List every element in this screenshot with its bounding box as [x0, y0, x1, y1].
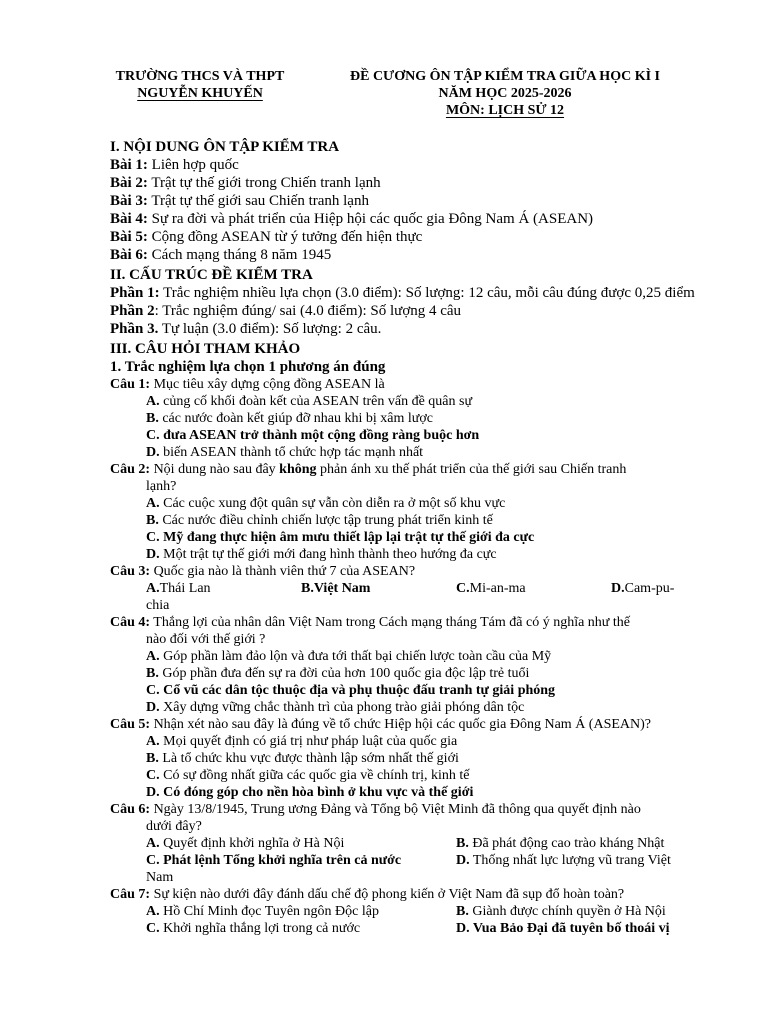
- option-row: [110, 835, 710, 852]
- option-a: A. củng cố khối đoàn kết của ASEAN trên vấn đề quân sự: [146, 394, 473, 409]
- school-year: NĂM HỌC 2025-2026: [438, 86, 572, 101]
- section-heading-questions: III. CÂU HỎI THAM KHẢO: [110, 341, 301, 357]
- option-c-correct: C. đưa ASEAN trở thành một cộng đồng ràng buộc hơn: [146, 428, 480, 443]
- option-a: A. Góp phần làm đảo lộn và đưa tới thất bại chiến lược toàn cầu của Mỹ: [146, 649, 552, 664]
- lesson-item: Bài 5: Cộng đồng ASEAN từ ý tưởng đến hiện thực: [110, 229, 423, 245]
- option-d: D. Một trật tự thế giới mới đang hình thành theo hướng đa cực: [146, 547, 497, 562]
- option-row: [110, 852, 710, 869]
- option-c: C. Khởi nghĩa thắng lợi trong cả nước: [146, 921, 361, 936]
- question-4-continuation: nào đối với thế giới ?: [146, 632, 266, 647]
- option-d-continuation: chia: [146, 598, 170, 613]
- option-b: B. Các nước điều chỉnh chiến lược tập trung phát triển kinh tế: [146, 513, 493, 528]
- option-d-correct: D. Vua Bảo Đại đã tuyên bố thoái vị: [456, 921, 670, 936]
- document-title: ĐỀ CƯƠNG ÔN TẬP KIỂM TRA GIỮA HỌC KÌ I: [350, 69, 660, 84]
- option-c: C. Có sự đồng nhất giữa các quốc gia về chính trị, kinh tế: [146, 768, 470, 783]
- option-b: B. các nước đoàn kết giúp đỡ nhau khi bị xâm lược: [146, 411, 433, 426]
- option-a: A. Quyết định khởi nghĩa ở Hà Nội: [146, 836, 345, 851]
- question-6-continuation: dưới đây?: [146, 819, 202, 834]
- option-d-correct: D. Có đóng góp cho nền hòa bình ở khu vực và thế giới: [146, 785, 474, 800]
- subject-label: MÔN: LỊCH SỬ 12: [445, 103, 565, 118]
- exam-header: [325, 68, 685, 119]
- exam-part: Phần 1: Trắc nghiệm nhiều lựa chọn (3.0 điểm): Số lượng: 12 câu, mỗi câu đúng được 0,25 điểm: [110, 285, 695, 301]
- option-c-correct: C. Phát lệnh Tổng khởi nghĩa trên cả nước: [146, 853, 402, 868]
- option-a: A. Các cuộc xung đột quân sự vẫn còn diễn ra ở một số khu vực: [146, 496, 506, 511]
- question-3: Câu 3: Quốc gia nào là thành viên thứ 7 của ASEAN?: [110, 564, 416, 579]
- exam-part: Phần 2: Trắc nghiệm đúng/ sai (4.0 điểm): Số lượng 4 câu: [110, 303, 462, 319]
- option-a: A. Hồ Chí Minh đọc Tuyên ngôn Độc lập: [146, 904, 379, 919]
- option-a: A. Mọi quyết định có giá trị như pháp luật của quốc gia: [146, 734, 458, 749]
- option-row: [110, 920, 710, 937]
- question-7: Câu 7: Sự kiện nào dưới đây đánh dấu chế độ phong kiến ở Việt Nam đã sụp đổ hoàn toàn?: [110, 887, 625, 902]
- lesson-item: Bài 4: Sự ra đời và phát triển của Hiệp hội các quốc gia Đông Nam Á (ASEAN): [110, 211, 594, 227]
- exam-part: Phần 3. Tự luận (3.0 điểm): Số lượng: 2 câu.: [110, 321, 382, 337]
- question-2: Câu 2: Nội dung nào sau đây không phản ánh xu thế phát triển của thế giới sau Chiến tranh: [110, 462, 627, 477]
- option-b: B. Giành được chính quyền ở Hà Nội: [456, 904, 666, 919]
- question-2-continuation: lạnh?: [146, 479, 177, 494]
- option-b: B. Là tổ chức khu vực được thành lập sớm nhất thế giới: [146, 751, 459, 766]
- option-c-correct: C. Cổ vũ các dân tộc thuộc địa và phụ thuộc đấu tranh tự giải phóng: [146, 683, 556, 698]
- question-5: Câu 5: Nhận xét nào sau đây là đúng về tổ chức Hiệp hội các quốc gia Đông Nam Á (ASEAN)?: [110, 717, 652, 732]
- question-group-title: 1. Trắc nghiệm lựa chọn 1 phương án đúng: [110, 359, 386, 375]
- option-b-correct: B.Việt Nam: [301, 581, 371, 596]
- section-heading-structure: II. CẤU TRÚC ĐỀ KIỂM TRA: [110, 267, 313, 283]
- option-row: [110, 903, 710, 920]
- school-header: [100, 68, 300, 102]
- section-heading-content: I. NỘI DUNG ÔN TẬP KIỂM TRA: [110, 139, 340, 155]
- option-a: A.Thái Lan: [146, 581, 211, 596]
- option-d: D. Xây dựng vững chắc thành trì của phong trào giải phóng dân tộc: [146, 700, 525, 715]
- lesson-item: Bài 3: Trật tự thế giới sau Chiến tranh lạnh: [110, 193, 369, 209]
- lesson-item: Bài 1: Liên hợp quốc: [110, 157, 239, 173]
- question-1: Câu 1: Mục tiêu xây dựng cộng đồng ASEAN là: [110, 377, 385, 392]
- option-c-correct: C. Mỹ đang thực hiện âm mưu thiết lập lại trật tự thế giới đa cực: [146, 530, 535, 545]
- document-body: [110, 136, 710, 937]
- option-d-continuation: Nam: [146, 870, 174, 885]
- school-name-line2: NGUYỄN KHUYẾN: [137, 86, 263, 101]
- question-4: Câu 4: Thắng lợi của nhân dân Việt Nam trong Cách mạng tháng Tám đã có ý nghĩa như thế: [110, 615, 630, 630]
- lesson-item: Bài 2: Trật tự thế giới trong Chiến tranh lạnh: [110, 175, 381, 191]
- option-row: [110, 580, 710, 597]
- question-6: Câu 6: Ngày 13/8/1945, Trung ương Đảng và Tổng bộ Việt Minh đã thông qua quyết định nào: [110, 802, 641, 817]
- option-d: D. biến ASEAN thành tổ chức hợp tác mạnh nhất: [146, 445, 424, 460]
- option-b: B. Đã phát động cao trào kháng Nhật: [456, 836, 665, 851]
- option-c: C.Mi-an-ma: [456, 581, 526, 596]
- option-b: B. Góp phần đưa đến sự ra đời của hơn 100 quốc gia độc lập trẻ tuổi: [146, 666, 530, 681]
- option-d: D.Cam-pu-: [611, 581, 675, 596]
- school-name-line1: TRƯỜNG THCS VÀ THPT: [115, 69, 285, 84]
- lesson-item: Bài 6: Cách mạng tháng 8 năm 1945: [110, 247, 332, 263]
- option-d: D. Thống nhất lực lượng vũ trang Việt: [456, 853, 671, 868]
